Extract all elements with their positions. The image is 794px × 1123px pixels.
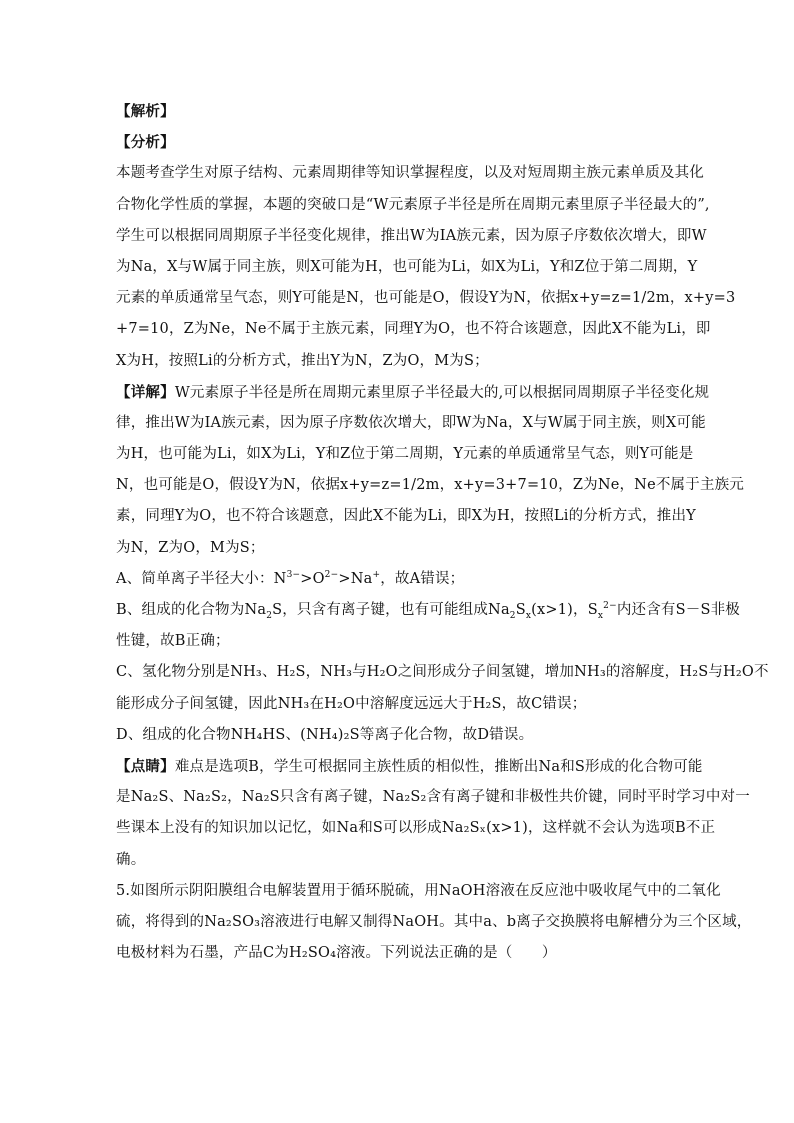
option-c-line: C、氢化物分别是NH₃、H₂S，NH₃与H₂O之间形成分子间氢键，增加NH₃的溶解度，H₂S与H₂O不	[116, 664, 769, 681]
analysis-line: 本题考查学生对原子结构、元素周期律等知识掌握程度，以及对短周期主族元素单质及其化	[116, 165, 704, 182]
answer-content	[116, 96, 769, 969]
question-line: 电极材料为石墨，产品C为H₂SO₄溶液。下列说法正确的是（ ）	[116, 945, 557, 962]
point-line: 些课本上没有的知识加以记忆，如Na和S可以形成Na₂Sₓ(x>1)，这样就不会认为选项B不正	[116, 820, 716, 837]
analysis-line: 元素的单质通常呈气态，则Y可能是N，也可能是O，假设Y为N，依据x+y=z=1/2m，x+y=3	[116, 290, 736, 307]
option-b	[116, 595, 740, 657]
option-b-text: (x>1)，S	[531, 602, 598, 618]
charge-sup: 3−	[286, 569, 301, 580]
subscript: x	[597, 610, 604, 621]
option-a	[116, 564, 684, 595]
point-label: 【点睛】	[116, 757, 175, 775]
detail-line-text: W元素原子半径是所在周期元素里原子半径最大的,可以根据同周期原子半径变化规	[174, 384, 710, 401]
option-d: D、组成的化合物NH₄HS、(NH₄)₂S等离子化合物，故D错误。	[116, 726, 534, 743]
question-line: 5.如图所示阴阳膜组合电解装置用于循环脱硫，用NaOH溶液在反应池中吸收尾气中的二氧化	[116, 882, 721, 899]
point-line: 是Na₂S、Na₂S₂，Na₂S只含有离子键，Na₂S₂含有离子键和非极性共价键，同时平时学习中对一	[116, 789, 750, 806]
analysis-paragraph	[116, 158, 736, 376]
option-b-line: 性键，故B正确；	[116, 633, 230, 650]
option-a-text: ，故A错误；	[380, 570, 465, 587]
detail-line: N，也可能是O，假设Y为N，依据x+y=z=1/2m，x+y=3+7=10，Z为Ne，Ne不属于主族元	[116, 477, 745, 494]
analysis-line: 合物化学性质的掌握，本题的突破口是“W元素原子半径是所在周期元素里原子半径最大的”,	[116, 196, 710, 213]
analysis-line: 学生可以根据同周期原子半径变化规律，推出W为IA族元素，因为原子序数依次增大，即W	[116, 227, 707, 244]
subscript: 2	[266, 610, 273, 621]
heading-jiexi: 【解析】	[116, 103, 175, 120]
charge-sup: +	[372, 569, 381, 580]
charge-sup: 2−	[603, 601, 617, 612]
option-a-text: A、简单离子半径大小：N	[116, 570, 287, 587]
option-b-text: S	[515, 602, 526, 618]
option-c-line: 能形成分子间氢键，因此NH₃在H₂O中溶解度远远大于H₂S，故C错误；	[116, 695, 587, 712]
detail-line: 为H，也可能为Li，如X为Li，Y和Z位于第二周期，Y元素的单质通常呈气态，则Y可能是	[116, 446, 694, 463]
analysis-line: +7=10，Z为Ne，Ne不属于主族元素，同理Y为O，也不符合该题意，因此X不能为Li，即	[116, 321, 711, 338]
point-line-text: 难点是选项B，学生可根据同主族性质的相似性，推断出Na和S形成的化合物可能	[174, 758, 703, 775]
option-c	[116, 657, 769, 719]
gt-sign: >O	[300, 570, 325, 587]
option-b-line	[116, 595, 740, 626]
question-5	[116, 876, 752, 970]
point-paragraph	[116, 751, 750, 876]
point-line	[116, 751, 703, 782]
point-line: 确。	[116, 851, 146, 868]
subscript: 2	[509, 610, 516, 621]
subscript: x	[525, 610, 532, 621]
detail-line: 素，同理Y为O，也不符合该题意，因此X不能为Li，即X为H，按照Li的分析方式，推出Y	[116, 508, 696, 525]
heading-fenxi: 【分析】	[116, 134, 175, 152]
option-b-text: 内还含有S－S非极	[616, 602, 740, 618]
detail-line: 为N，Z为O，M为S；	[116, 539, 265, 556]
analysis-line: X为H，按照Li的分析方式，推出Y为N，Z为O，M为S；	[116, 352, 489, 369]
analysis-line: 为Na，X与W属于同主族，则X可能为H，也可能为Li，如X为Li，Y和Z位于第二周期，Y	[116, 258, 698, 275]
charge-sup: 2−	[324, 569, 339, 580]
detail-paragraph	[116, 377, 745, 564]
gt-sign: >Na	[338, 570, 373, 587]
detail-line: 律，推出W为IA族元素，因为原子序数依次增大，即W为Na，X与W属于同主族，则X可能	[116, 414, 706, 431]
detail-label: 【详解】	[116, 383, 175, 401]
question-line: 硫，将得到的Na₂SO₃溶液进行电解又制得NaOH。其中a、b离子交换膜将电解槽分为三个区域，	[116, 913, 752, 930]
option-b-text: B、组成的化合物为Na	[116, 602, 267, 618]
detail-line	[116, 377, 710, 408]
option-b-text: S，只含有离子键，也有可能组成Na	[272, 602, 510, 618]
